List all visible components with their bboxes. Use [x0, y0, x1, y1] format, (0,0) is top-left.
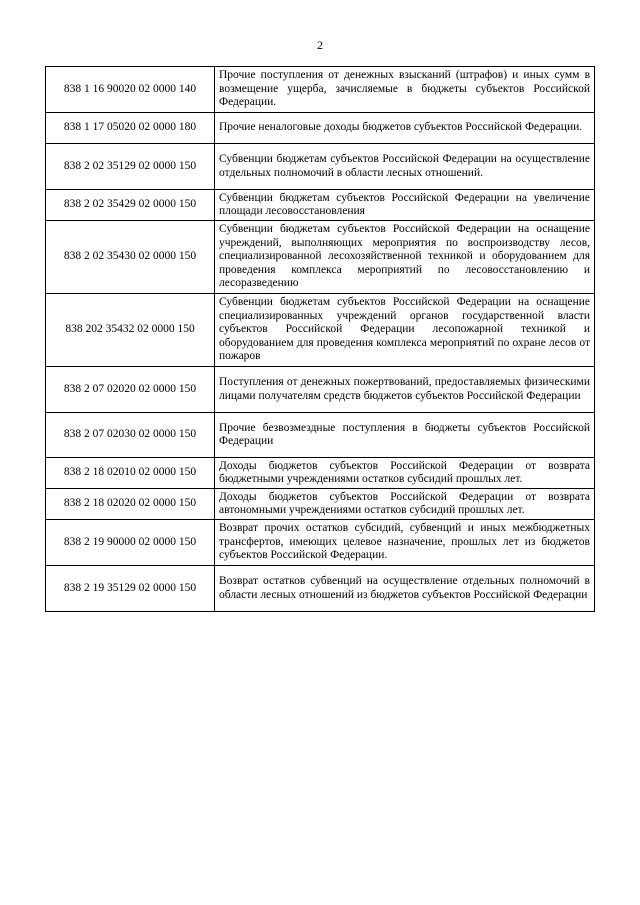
table-row [46, 489, 595, 520]
code-cell: 838 2 02 35129 02 0000 150 [46, 144, 215, 190]
description-cell: Субвенции бюджетам субъектов Российской Федерации на увеличение площади лесовосстановления [215, 190, 595, 221]
table-row [46, 413, 595, 458]
description-cell: Субвенции бюджетам субъектов Российской Федерации на оснащение учреждений, выполняющих мероприятия по воспроизводству лесов, специализированной лесохозяйственной техникой и оборудованием для проведения комплекса мероприятий по лесовосстановлению и лесоразведению [215, 221, 595, 294]
table-row [46, 566, 595, 612]
code-cell: 838 2 02 35429 02 0000 150 [46, 190, 215, 221]
page-number: 2 [317, 38, 323, 52]
code-cell: 838 2 07 02020 02 0000 150 [46, 367, 215, 413]
code-cell: 838 2 02 35430 02 0000 150 [46, 221, 215, 294]
code-cell: 838 2 19 90000 02 0000 150 [46, 520, 215, 566]
description-cell: Доходы бюджетов субъектов Российской Федерации от возврата бюджетными учреждениями остатков субсидий прошлых лет. [215, 458, 595, 489]
description-cell: Возврат остатков субвенций на осуществление отдельных полномочий в области лесных отношений из бюджетов субъектов Российской Федерации [215, 566, 595, 612]
description-cell: Возврат прочих остатков субсидий, субвенций и иных межбюджетных трансфертов, имеющих целевое назначение, прошлых лет из бюджетов субъектов Российской Федерации. [215, 520, 595, 566]
table-row [46, 144, 595, 190]
code-cell: 838 1 17 05020 02 0000 180 [46, 113, 215, 144]
description-cell: Прочие неналоговые доходы бюджетов субъектов Российской Федерации. [215, 113, 595, 144]
table-row [46, 458, 595, 489]
description-cell: Прочие поступления от денежных взысканий (штрафов) и иных сумм в возмещение ущерба, зачисляемые в бюджеты субъектов Российской Федерации. [215, 67, 595, 113]
table-row [46, 294, 595, 367]
table-row [46, 190, 595, 221]
table-row [46, 367, 595, 413]
table-row [46, 221, 595, 294]
description-cell: Поступления от денежных пожертвований, предоставляемых физическими лицами получателям средств бюджетов субъектов Российской Федерации [215, 367, 595, 413]
code-cell: 838 2 19 35129 02 0000 150 [46, 566, 215, 612]
description-cell: Субвенции бюджетам субъектов Российской Федерации на осуществление отдельных полномочий в области лесных отношений. [215, 144, 595, 190]
code-cell: 838 2 18 02020 02 0000 150 [46, 489, 215, 520]
table-row [46, 520, 595, 566]
description-cell: Субвенции бюджетам субъектов Российской Федерации на оснащение специализированных учреждений органов государственной власти субъектов Российской Федерации лесопожарной техникой и оборудованием для проведения комплекса мероприятий по охране лесов от пожаров [215, 294, 595, 367]
description-cell: Прочие безвозмездные поступления в бюджеты субъектов Российской Федерации [215, 413, 595, 458]
table-row [46, 113, 595, 144]
code-cell: 838 1 16 90020 02 0000 140 [46, 67, 215, 113]
code-cell: 838 2 07 02030 02 0000 150 [46, 413, 215, 458]
code-cell: 838 2 18 02010 02 0000 150 [46, 458, 215, 489]
description-cell: Доходы бюджетов субъектов Российской Федерации от возврата автономными учреждениями остатков субсидий прошлых лет. [215, 489, 595, 520]
code-cell: 838 202 35432 02 0000 150 [46, 294, 215, 367]
revenue-codes-table [45, 66, 595, 612]
table-row [46, 67, 595, 113]
